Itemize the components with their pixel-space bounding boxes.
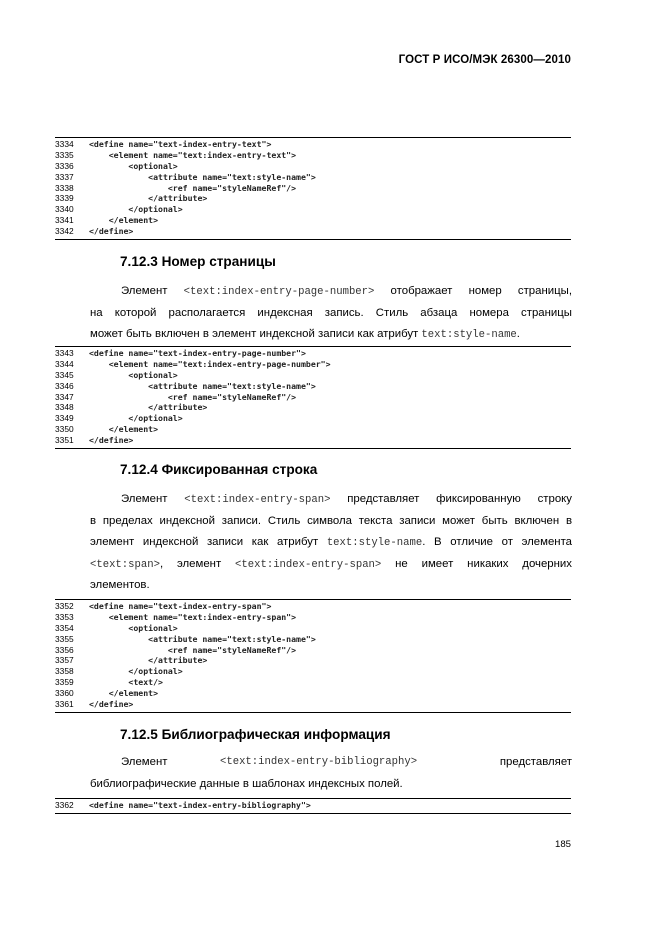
code-run: <text:span> (90, 558, 160, 571)
code-text: <optional> (89, 622, 178, 633)
para-line: на которой располагается индексная запись. Стиль абзаца номера страницы (90, 306, 572, 319)
code-block-2 (55, 346, 571, 449)
text-run: может быть включен в элемент индексной записи как атрибут (90, 328, 422, 341)
line-number: 3354 (55, 622, 74, 633)
text-run: , элемент (159, 557, 236, 570)
line-number: 3336 (55, 160, 74, 171)
paragraph-7-12-3 (90, 281, 572, 346)
text-run: Элемент (121, 493, 185, 505)
code-text: <define name="text-index-entry-bibliography"> (89, 800, 311, 810)
code-line (55, 666, 571, 677)
code-line (55, 392, 571, 403)
code-line (55, 655, 571, 666)
code-line (55, 226, 571, 237)
line-number: 3358 (55, 666, 74, 677)
code-line (55, 150, 571, 161)
code-line (55, 139, 571, 150)
heading-7-12-5: 7.12.5 Библиографическая информация (120, 727, 391, 742)
code-text: <define name="text-index-entry-page-number"> (89, 348, 306, 358)
rule-bottom (55, 448, 571, 449)
para-line (90, 281, 572, 303)
line-number: 3348 (55, 402, 74, 413)
rule-bottom (55, 813, 571, 814)
line-number: 3339 (55, 193, 74, 204)
code-line (55, 359, 571, 370)
code-line (55, 612, 571, 623)
paragraph-7-12-5-line-1 (90, 752, 572, 774)
line-number: 3356 (55, 644, 74, 655)
code-line (55, 161, 571, 172)
code-line (55, 381, 571, 392)
code-line (55, 193, 571, 204)
line-number: 3334 (55, 139, 74, 149)
line-number: 3341 (55, 215, 74, 226)
line-number: 3337 (55, 171, 74, 182)
code-line (55, 215, 571, 226)
line-number: 3350 (55, 424, 74, 435)
code-line (55, 424, 571, 435)
heading-7-12-4: 7.12.4 Фиксированная строка (120, 462, 318, 477)
code-block-3 (55, 599, 571, 713)
code-line (55, 204, 571, 215)
code-text: <ref name="styleNameRef"/> (89, 391, 297, 402)
code-text: <define name="text-index-entry-text"> (89, 139, 272, 149)
code-line (55, 677, 571, 688)
line-number: 3361 (55, 699, 74, 710)
code-text: <element name="text:index-entry-span"> (89, 611, 297, 622)
para-line (90, 532, 572, 554)
line-number: 3349 (55, 413, 74, 424)
code-line (55, 370, 571, 381)
text-run: представляет фиксированную строку (330, 493, 572, 505)
code-text: </optional> (89, 666, 183, 677)
code-run: <text:index-entry-span> (235, 558, 382, 571)
paragraph-7-12-5-line-2 (90, 774, 572, 796)
code-line (55, 348, 571, 359)
line-number: 3345 (55, 369, 74, 380)
code-line (55, 645, 571, 656)
paragraph-7-12-4 (90, 489, 572, 597)
code-text: </element> (89, 215, 159, 226)
page-number: 185 (554, 839, 571, 850)
para-line: библиографические данные в шаблонах индексных полей. (90, 778, 403, 790)
code-line (55, 435, 571, 446)
code-run: <text:index-entry-span> (184, 494, 331, 506)
text-run: отображает номер страницы, (374, 285, 572, 297)
code-line (55, 699, 571, 710)
code-line (55, 413, 571, 424)
code-text: </attribute> (89, 193, 208, 204)
rule-bottom (55, 239, 571, 240)
code-text: <attribute name="text:style-name"> (89, 380, 316, 391)
code-run: text:style-name (326, 537, 423, 550)
code-run: text:style-name (421, 329, 517, 342)
line-number: 3362 (55, 800, 74, 810)
code-line (55, 172, 571, 183)
para-line (90, 554, 572, 576)
document-header: ГОСТ Р ИСО/МЭК 26300—2010 (398, 54, 571, 66)
code-line (55, 601, 571, 612)
code-text: </element> (89, 424, 159, 435)
code-text: <optional> (89, 369, 178, 380)
code-run: <text:index-entry-page-number> (183, 286, 375, 298)
line-number: 3346 (55, 380, 74, 391)
text-run: . (516, 328, 520, 341)
line-number: 3344 (55, 358, 74, 369)
code-line (55, 402, 571, 413)
text-run: . В отличие от элемента (422, 536, 572, 549)
code-text: </define> (89, 699, 134, 710)
para-line: элементов. (90, 579, 150, 592)
line-number: 3347 (55, 391, 74, 402)
code-text: <define name="text-index-entry-span"> (89, 601, 272, 611)
code-line (55, 688, 571, 699)
heading-7-12-3: 7.12.3 Номер страницы (120, 254, 276, 269)
line-number: 3343 (55, 348, 74, 358)
line-number: 3338 (55, 182, 74, 193)
code-text: </define> (89, 226, 134, 237)
code-text: <attribute name="text:style-name"> (89, 633, 316, 644)
para-line: в пределах индексной записи. Стиль символа текста записи может быть включен в (90, 514, 572, 527)
code-line (55, 634, 571, 645)
code-run: <text:index-entry-bibliography> (220, 756, 418, 768)
rule-bottom (55, 712, 571, 713)
code-text: <ref name="styleNameRef"/> (89, 182, 297, 193)
text-run: Элемент (121, 285, 184, 297)
text-run: элемент индексной записи как атрибут (90, 536, 327, 549)
code-text: </attribute> (89, 655, 208, 666)
line-number: 3360 (55, 688, 74, 699)
code-text: </define> (89, 435, 134, 446)
line-number: 3359 (55, 677, 74, 688)
code-text: <optional> (89, 160, 178, 171)
code-text: </attribute> (89, 402, 208, 413)
line-number: 3351 (55, 435, 74, 446)
line-number: 3352 (55, 601, 74, 611)
code-text: <element name="text:index-entry-page-number"> (89, 358, 331, 369)
code-block-4 (55, 798, 571, 814)
code-text: </element> (89, 688, 159, 699)
text-run: не имеет никаких дочерних (381, 557, 572, 570)
line-number: 3340 (55, 204, 74, 215)
line-number: 3353 (55, 611, 74, 622)
code-line (55, 623, 571, 634)
code-line (55, 800, 571, 811)
line-number: 3342 (55, 226, 74, 237)
code-text: </optional> (89, 204, 183, 215)
code-text: <text/> (89, 677, 163, 688)
code-line (55, 183, 571, 194)
text-run: Элемент (121, 756, 168, 768)
code-text: <element name="text:index-entry-text"> (89, 149, 297, 160)
line-number: 3335 (55, 149, 74, 160)
line-number: 3357 (55, 655, 74, 666)
text-run: представляет (499, 756, 572, 768)
code-text: </optional> (89, 413, 183, 424)
code-block-1 (55, 137, 571, 240)
code-text: <ref name="styleNameRef"/> (89, 644, 297, 655)
para-line (90, 489, 572, 511)
code-text: <attribute name="text:style-name"> (89, 171, 316, 182)
para-line (90, 324, 572, 346)
line-number: 3355 (55, 633, 74, 644)
